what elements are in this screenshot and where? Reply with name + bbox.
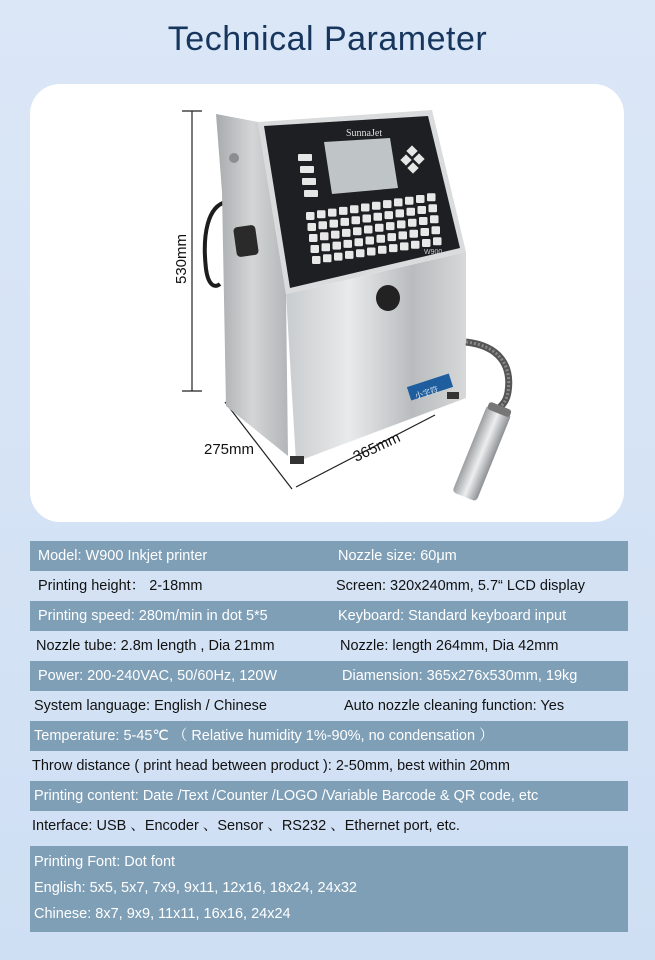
spec-dimension: Diamension: 365x276x530mm, 19kg [342, 668, 578, 684]
keyboard-key [330, 220, 339, 228]
keyboard-key [422, 239, 431, 247]
keyboard-key [405, 197, 414, 205]
spec-nozzle: Nozzle: length 264mm, Dia 42mm [340, 638, 559, 654]
keyboard-key [317, 210, 326, 218]
keyboard-key [399, 231, 408, 239]
lcd-screen [324, 138, 398, 194]
keyboard-key [322, 243, 331, 251]
keyboard-key [363, 215, 372, 223]
keyboard-key [430, 215, 439, 223]
spec-auto-cleaning: Auto nozzle cleaning function: Yes [344, 698, 565, 714]
spec-row [30, 631, 628, 661]
height-label: 530mm [173, 233, 190, 284]
keyboard-key [350, 205, 359, 213]
keyboard-key [396, 209, 405, 217]
keyboard-key [309, 234, 318, 242]
spec-interface: Interface: USB 、Encoder 、Sensor 、RS232 、Ethernet port, etc. [32, 818, 460, 834]
keyboard-key [386, 222, 395, 230]
width-label: 365mm [350, 429, 404, 466]
keyboard-key [374, 213, 383, 221]
keyboard-key [419, 217, 428, 225]
nozzle-tube [466, 342, 509, 410]
keyboard-key [372, 202, 381, 210]
keyboard-key [432, 226, 441, 234]
keyboard-key [361, 204, 370, 212]
keyboard-key [306, 212, 315, 220]
keyboard-key [377, 235, 386, 243]
spec-row [30, 721, 628, 751]
printer-illustration [30, 84, 624, 522]
keyboard-key [378, 246, 387, 254]
keyboard-key [394, 198, 403, 206]
spec-keyboard: Keyboard: Standard keyboard input [338, 608, 567, 624]
keyboard-key [323, 254, 332, 262]
keyboard-key [408, 219, 417, 227]
printing-font-english: English: 5x5, 5x7, 7x9, 9x11, 12x16, 18x24, 24x32 [34, 880, 357, 896]
spec-power: Power: 200-240VAC, 50/60Hz, 120W [38, 668, 278, 684]
keyboard-key [345, 251, 354, 259]
keyboard-key [410, 230, 419, 238]
spec-row [30, 601, 628, 631]
spec-printing-speed: Printing speed: 280m/min in dot 5*5 [38, 608, 268, 624]
print-head [452, 401, 513, 502]
keyboard-key [342, 229, 351, 237]
spec-temperature: Temperature: 5-45℃ （ Relative humidity 1%-90%, no condensation ） [34, 728, 494, 744]
keyboard-key [334, 253, 343, 261]
keyboard-key [411, 241, 420, 249]
spec-row [30, 691, 628, 721]
keyboard-key [367, 248, 376, 256]
keyboard-key [319, 221, 328, 229]
keyboard-key [311, 245, 320, 253]
keyboard-key [331, 231, 340, 239]
printing-font-block [30, 846, 628, 932]
spec-row [30, 781, 628, 811]
keyboard-key [375, 224, 384, 232]
height-dimension [173, 111, 202, 391]
keyboard-key [364, 226, 373, 234]
spec-table [30, 541, 628, 932]
keyboard-key [427, 193, 436, 201]
spec-nozzle-tube: Nozzle tube: 2.8m length , Dia 21mm [36, 638, 275, 654]
keyboard-key [400, 242, 409, 250]
keyboard-key [416, 195, 425, 203]
keyboard-key [421, 228, 430, 236]
keyboard-key [397, 220, 406, 228]
keyboard-key [353, 227, 362, 235]
side-sticker-label: 小字符 [413, 384, 440, 401]
spec-screen: Screen: 320x240mm, 5.7“ LCD display [336, 578, 586, 594]
printing-font-chinese: Chinese: 8x7, 9x9, 11x11, 16x16, 24x24 [34, 906, 291, 922]
keyboard-key [312, 256, 321, 264]
spec-row [30, 571, 628, 601]
model-badge: W900 [424, 249, 443, 256]
product-photo [30, 84, 624, 522]
keyboard-key [355, 238, 364, 246]
keyboard-key [341, 218, 350, 226]
keyboard-key [388, 233, 397, 241]
keyboard-key [344, 240, 353, 248]
brand-logo: SunnaJet [346, 128, 383, 139]
keyboard-key [429, 204, 438, 212]
spec-throw-distance: Throw distance ( print head between product ): 2-50mm, best within 20mm [32, 758, 510, 774]
printing-font-heading: Printing Font: Dot font [34, 854, 176, 870]
keyboard-key [385, 211, 394, 219]
spec-row [30, 811, 628, 841]
keyboard-key [383, 200, 392, 208]
keyboard-key [407, 208, 416, 216]
keyboard-key [433, 237, 442, 245]
keyboard-key [356, 249, 365, 257]
keyboard-key [339, 207, 348, 215]
spec-row [30, 751, 628, 781]
spec-row [30, 541, 628, 571]
spec-model: Model: W900 Inkjet printer [38, 548, 208, 564]
keyboard-key [352, 216, 361, 224]
keyboard-key [320, 232, 329, 240]
page-title: Technical Parameter [167, 20, 488, 58]
keyboard-key [366, 237, 375, 245]
spec-printing-height: Printing height： 2-18mm [38, 578, 203, 594]
keyboard-key [333, 242, 342, 250]
spec-system-language: System language: English / Chinese [34, 698, 267, 714]
spec-row [30, 661, 628, 691]
keyboard-key [328, 209, 337, 217]
depth-label: 275mm [204, 441, 255, 458]
spec-nozzle-size: Nozzle size: 60μm [338, 548, 457, 564]
spec-printing-content: Printing content: Date /Text /Counter /LOGO /Variable Barcode & QR code, etc [34, 788, 539, 804]
keyboard-key [418, 206, 427, 214]
keyboard-key [308, 223, 317, 231]
keyboard-key [389, 244, 398, 252]
